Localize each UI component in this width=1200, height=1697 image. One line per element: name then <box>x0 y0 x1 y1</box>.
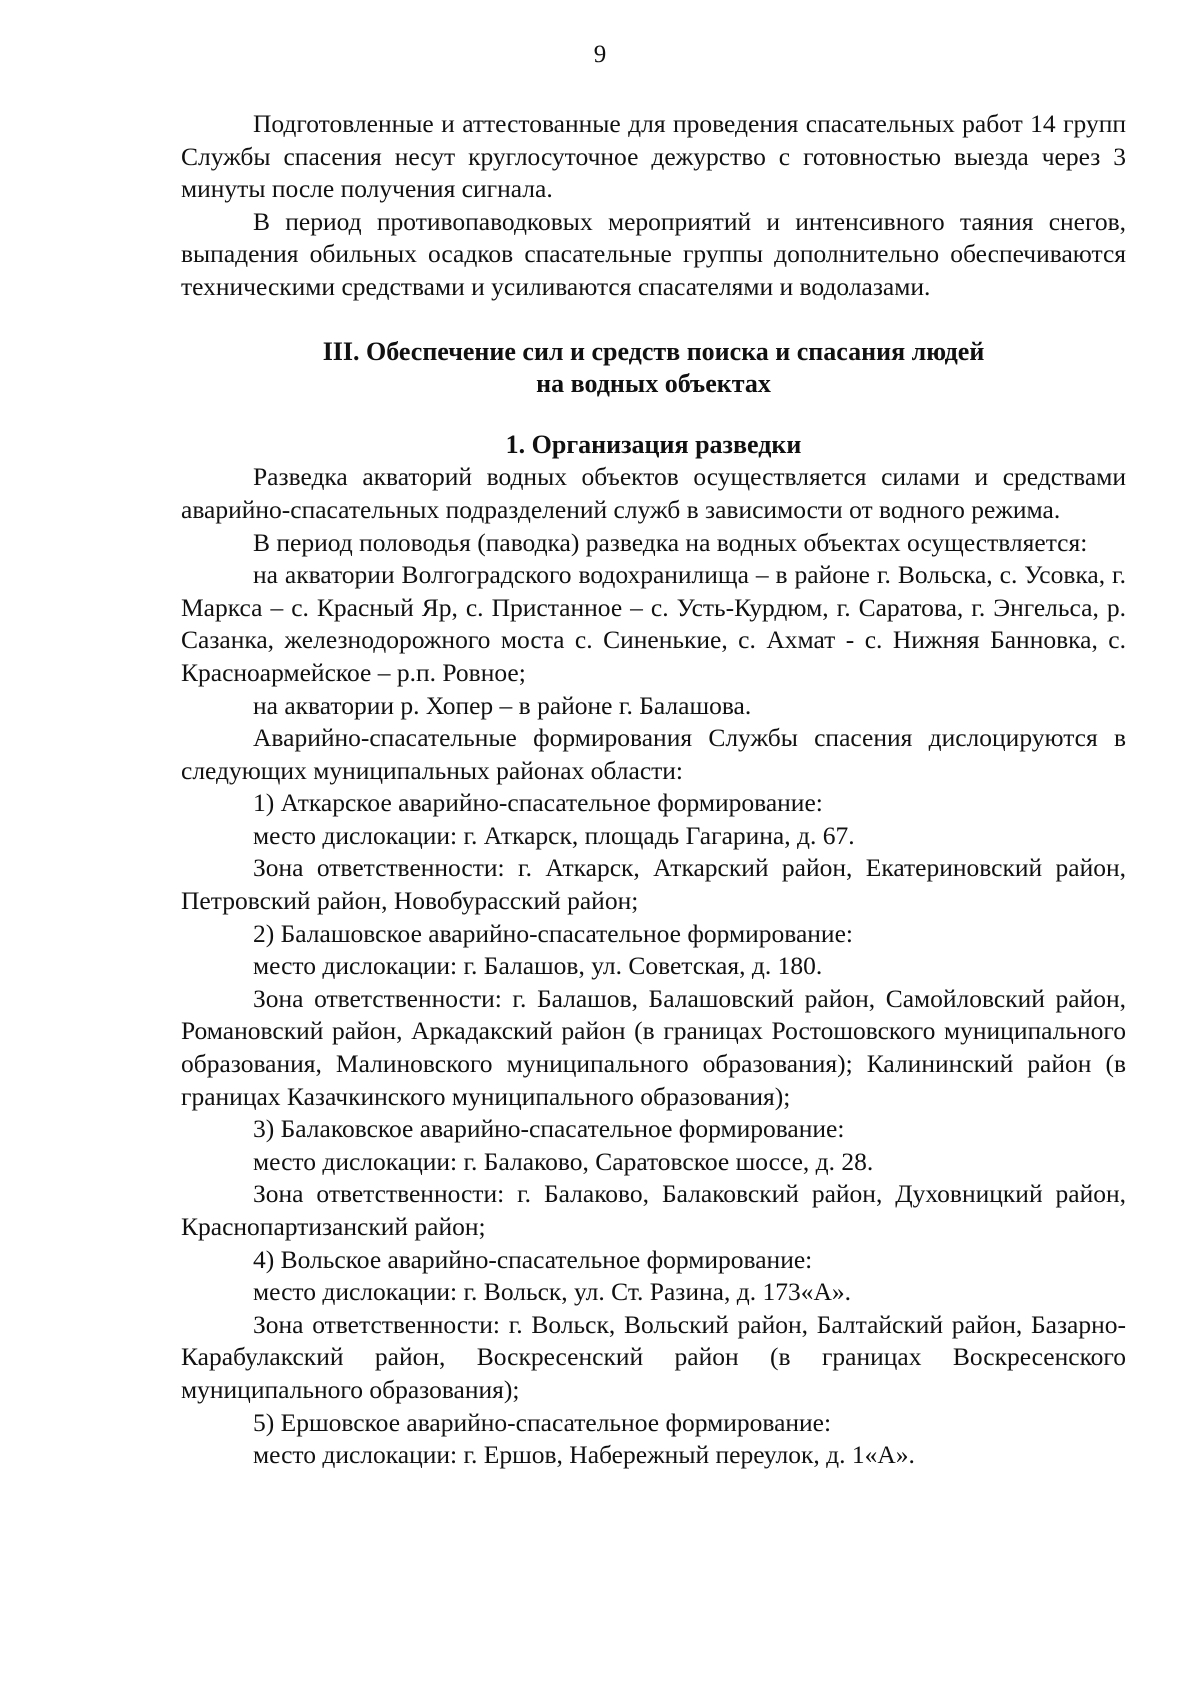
unit-2-title: 2) Балашовское аварийно-спасательное формирование: <box>253 918 853 948</box>
unit-3-location: место дислокации: г. Балаково, Саратовское шоссе, д. 28. <box>253 1146 874 1176</box>
section-title-line-1: III. Обеспечение сил и средств поиска и спасания людей <box>322 336 985 366</box>
unit-4-zone: Зона ответственности: г. Вольск, Вольский район, Балтайский район, Базарно-Карабулакский район, Воскресенский район (в границах Воскресенского муниципального образования); <box>181 1309 1126 1404</box>
unit-5-title: 5) Ершовское аварийно-спасательное формирование: <box>253 1407 832 1437</box>
intro-paragraph-1: Подготовленные и аттестованные для проведения спасательных работ 14 групп Службы спасения несут круглосуточное дежурство с готовностью выезда через 3 минуты после получения сигнала. <box>181 109 1126 204</box>
reconnaissance-paragraph: Разведка акваторий водных объектов осуществляется силами и средствами аварийно-спасательных подразделений служб в зависимости от водного режима. <box>181 462 1126 524</box>
unit-3-title: 3) Балаковское аварийно-спасательное формирование: <box>253 1114 845 1144</box>
unit-2-location: место дислокации: г. Балашов, ул. Советская, д. 180. <box>253 951 823 981</box>
flood-period-paragraph: В период половодья (паводка) разведка на водных объектах осуществляется: <box>253 527 1088 557</box>
unit-4-location: место дислокации: г. Вольск, ул. Ст. Разина, д. 173«А». <box>253 1277 851 1307</box>
subsection-title: 1. Организация разведки <box>505 429 802 459</box>
section-title <box>181 336 1126 401</box>
unit-5-location: место дислокации: г. Ершов, Набережный переулок, д. 1«А». <box>253 1440 915 1470</box>
unit-3-zone: Зона ответственности: г. Балаково, Балаковский район, Духовницкий район, Краснопартизанский район; <box>181 1179 1126 1241</box>
khoper-river-paragraph: на акватории р. Хопер – в районе г. Балашова. <box>253 690 752 720</box>
unit-4-title: 4) Вольское аварийно-спасательное формирование: <box>253 1244 813 1274</box>
unit-2-zone: Зона ответственности: г. Балашов, Балашовский район, Самойловский район, Романовский район, Аркадакский район (в границах Ростошовского муниципального образования, Малиновского муниципального образования); Калининский район (в границах Казачкинского муниципального образования); <box>181 983 1126 1111</box>
unit-1-title: 1) Аткарское аварийно-спасательное формирование: <box>253 788 823 818</box>
page-number: 9 <box>593 41 607 68</box>
unit-1-location: место дислокации: г. Аткарск, площадь Гагарина, д. 67. <box>253 820 855 850</box>
intro-paragraph-2: В период противопаводковых мероприятий и интенсивного таяния снегов, выпадения обильных осадков спасательные группы дополнительно обеспечиваются техническими средствами и усиливаются спасателями и водолазами. <box>181 206 1126 301</box>
volgograd-reservoir-paragraph: на акватории Волгоградского водохранилища – в районе г. Вольска, с. Усовка, г. Маркса – с. Красный Яр, с. Пристанное – с. Усть-Курдюм, г. Саратова, г. Энгельса, р. Сазанка, железнодорожного моста с. Синенькие, с. Ахмат - с. Нижняя Банновка, с. Красноармейское – р.п. Ровное; <box>181 560 1126 687</box>
unit-1-zone: Зона ответственности: г. Аткарск, Аткарский район, Екатериновский район, Петровский район, Новобурасский район; <box>181 853 1126 916</box>
section-title-line-2: на водных объектах <box>536 369 771 399</box>
page-content <box>181 108 1126 1472</box>
deployment-paragraph: Аварийно-спасательные формирования Службы спасения дислоцируются в следующих муниципальных районах области: <box>181 723 1126 785</box>
